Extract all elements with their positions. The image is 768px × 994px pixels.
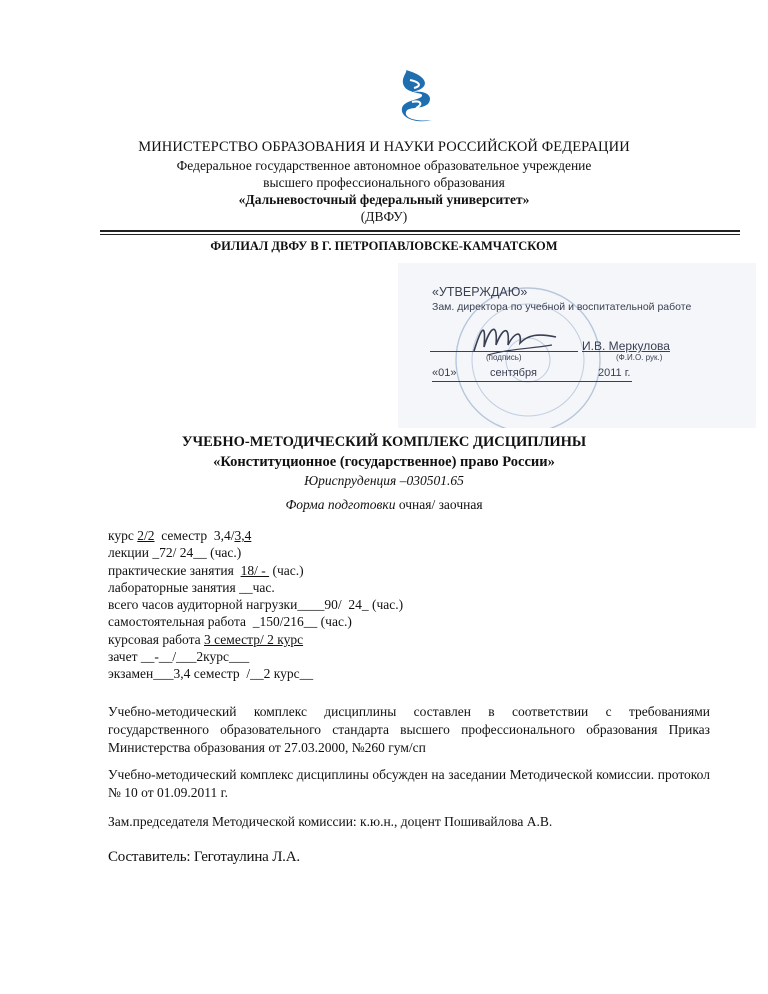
practice-row (108, 562, 403, 579)
stamp-signature-caption: (подпись) (486, 353, 522, 362)
university-name: «Дальневосточный федеральный университет» (238, 192, 530, 207)
discipline-name: «Конституционное (государственное) право России» (213, 454, 555, 470)
total-value: ____90/ 24_ (297, 597, 369, 613)
self-study-row (108, 613, 403, 630)
date-line (432, 381, 632, 382)
document-title: УЧЕБНО-МЕТОДИЧЕСКИЙ КОМПЛЕКС ДИСЦИПЛИНЫ (181, 434, 587, 450)
dvfu-logo-icon (398, 66, 438, 124)
header-divider (100, 230, 740, 232)
semestr-label: семестр 3,4/ (154, 528, 235, 543)
total-label: всего часов аудиторной нагрузки (108, 597, 298, 613)
practice-label: практические занятия (108, 562, 241, 578)
lab-label: лабораторные занятия (108, 579, 240, 595)
semestr-value: 3,4 (234, 528, 252, 543)
total-unit: (час.) (368, 597, 404, 613)
lab-value: __ (239, 579, 253, 595)
study-form (0, 497, 768, 513)
compiler: Составитель: Геготаулина Л.А. (108, 849, 300, 865)
study-form-value: очная/ заочная (395, 497, 483, 512)
self-value: _150/216__ (252, 614, 318, 630)
branch-heading: ФИЛИАЛ ДВФУ В Г. ПЕТРОПАВЛОВСКЕ-КАМЧАТСКОМ (210, 239, 558, 253)
lab-unit: час. (252, 579, 275, 595)
specialty: Юриспруденция –030501.65 (304, 473, 464, 488)
zachet-label: зачет (108, 649, 141, 665)
commission-paragraph: Учебно-методический комплекс дисциплины обсужден на заседании Методической комиссии. протокол № 10 от 01.09.2011 г. (108, 767, 710, 800)
coursework-label: курсовая работа (108, 631, 204, 647)
practice-value: 18/ - (240, 562, 270, 578)
university-abbr: (ДВФУ) (360, 209, 408, 224)
standard-paragraph: Учебно-методический комплекс дисциплины составлен в соответствии с требованиями государственного образовательного стандарта высшего профессионального образования Приказ Министерства образования от 27.03.2000, №260 гум/сп (108, 704, 710, 755)
kurs-value: 2/2 (137, 528, 155, 543)
institution-type: Федеральное государственное автономное образовательное учреждение (176, 158, 592, 173)
self-label: самостоятельная работа (108, 614, 253, 630)
exam-value: ___3,4 семестр /__2 курс__ (153, 666, 314, 682)
lectures-row: лекции _72/ 24__ (час.) (108, 545, 242, 561)
self-unit: (час.) (317, 614, 352, 630)
header-divider-thin (100, 234, 740, 235)
signature-line (430, 351, 578, 352)
stamp-position: Зам. директора по учебной и воспитательной работе (432, 301, 692, 313)
deputy-chair: Зам.председателя Методической комиссии: к.ю.н., доцент Пошивайлова А.В. (108, 814, 553, 829)
stamp-name: И.В. Меркулова (582, 339, 670, 353)
ministry-heading: МИНИСТЕРСТВО ОБРАЗОВАНИЯ И НАУКИ РОССИЙСКОЙ ФЕДЕРАЦИИ (138, 139, 630, 155)
stamp-year: 2011 г. (598, 367, 631, 379)
stamp-month: сентября (490, 367, 537, 379)
exam-label: экзамен (108, 666, 154, 682)
lab-row (108, 579, 403, 596)
stamp-day: «01» (432, 367, 457, 379)
kurs-label: курс (108, 528, 138, 543)
coursework-row (108, 631, 403, 648)
zachet-row (108, 648, 403, 665)
exam-row (108, 665, 403, 682)
zachet-value: __-__/___2курс___ (140, 649, 250, 665)
education-level: высшего профессионального образования (263, 175, 505, 190)
study-form-label: Форма подготовки (285, 497, 396, 512)
stamp-approve: «УТВЕРЖДАЮ» (432, 285, 528, 299)
practice-unit: (час.) (269, 562, 304, 578)
total-hours-row (108, 596, 403, 613)
stamp-name-caption: (Ф.И.О. рук.) (616, 353, 663, 362)
approval-stamp (398, 263, 756, 428)
coursework-value: 3 семестр/ 2 курс (204, 631, 304, 647)
course-semester-row (108, 527, 403, 544)
course-parameters (108, 527, 403, 683)
